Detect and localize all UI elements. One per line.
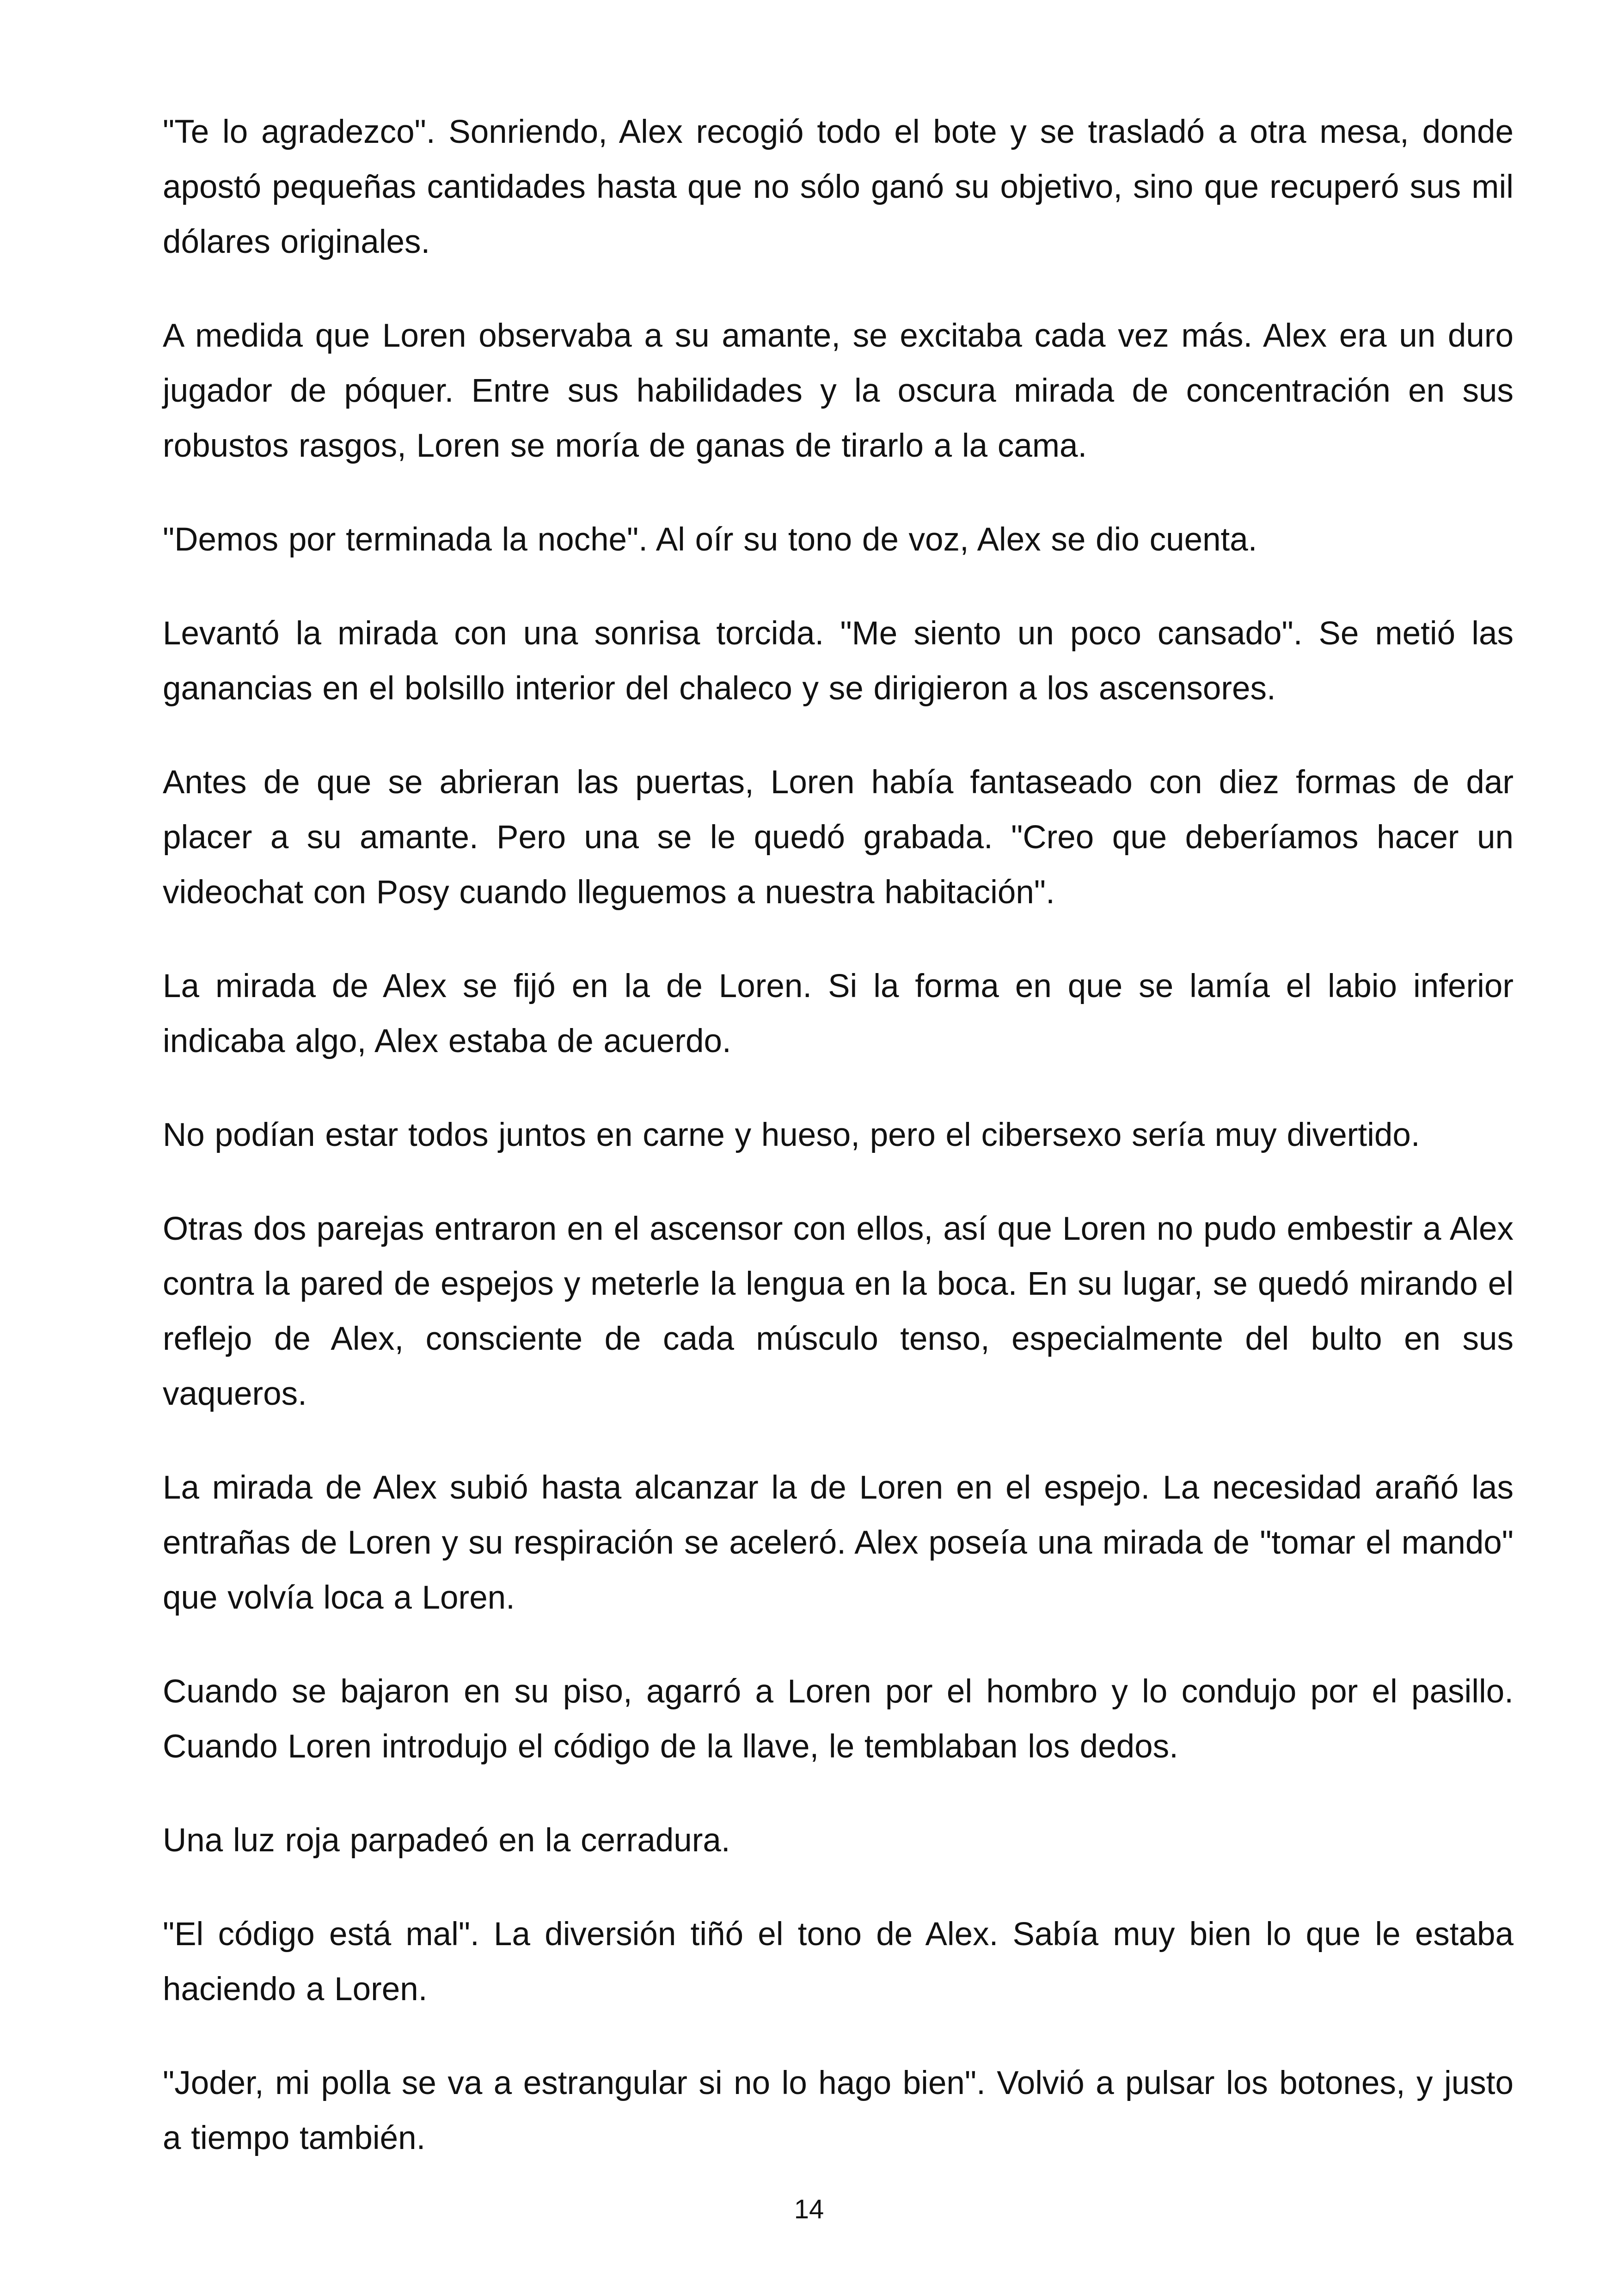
paragraph: "Demos por terminada la noche". Al oír su tono de voz, Alex se dio cuenta. xyxy=(163,521,1257,558)
page-number: 14 xyxy=(794,2194,824,2224)
paragraph: Levantó la mirada con una sonrisa torcida. "Me siento un poco cansado". Se metió las ganancias en el bolsillo interior del chaleco y se dirigieron a los ascensores. xyxy=(163,615,1514,707)
paragraph: "El código está mal". La diversión tiñó el tono de Alex. Sabía muy bien lo que le estaba haciendo a Loren. xyxy=(163,1916,1514,2008)
paragraph: Una luz roja parpadeó en la cerradura. xyxy=(163,1822,730,1859)
paragraph: La mirada de Alex subió hasta alcanzar la de Loren en el espejo. La necesidad arañó las entrañas de Loren y su respiración se aceleró. Alex poseía una mirada de "tomar el mando" que volvía loca a Loren. xyxy=(163,1469,1514,1616)
paragraph: Antes de que se abrieran las puertas, Loren había fantaseado con diez formas de dar placer a su amante. Pero una se le quedó grabada. "Creo que deberíamos hacer un videochat con Posy cuando lleguemos a nuestra habitación". xyxy=(163,764,1514,911)
paragraph: Otras dos parejas entraron en el ascensor con ellos, así que Loren no pudo embestir a Alex contra la pared de espejos y meterle la lengua en la boca. En su lugar, se quedó mirando el reflejo de Alex, consciente de cada músculo tenso, especialmente del bulto en sus vaqueros. xyxy=(163,1211,1514,1412)
paragraph: "Te lo agradezco". Sonriendo, Alex recogió todo el bote y se trasladó a otra mesa, donde apostó pequeñas cantidades hasta que no sólo ganó su objetivo, sino que recuperó sus mil dólares originales. xyxy=(163,114,1514,260)
paragraph: Cuando se bajaron en su piso, agarró a Loren por el hombro y lo condujo por el pasillo. Cuando Loren introdujo el código de la llave, le temblaban los dedos. xyxy=(163,1673,1514,1765)
paragraph: A medida que Loren observaba a su amante, se excitaba cada vez más. Alex era un duro jugador de póquer. Entre sus habilidades y la oscura mirada de concentración en sus robustos rasgos, Loren se moría de ganas de tirarlo a la cama. xyxy=(163,318,1514,464)
paragraph: La mirada de Alex se fijó en la de Loren. Si la forma en que se lamía el labio inferior indicaba algo, Alex estaba de acuerdo. xyxy=(163,968,1514,1059)
document-body xyxy=(163,104,1514,2204)
paragraph: No podían estar todos juntos en carne y hueso, pero el cibersexo sería muy divertido. xyxy=(163,1117,1420,1153)
paragraph: "Joder, mi polla se va a estrangular si no lo hago bien". Volvió a pulsar los botones, y justo a tiempo también. xyxy=(163,2065,1514,2156)
